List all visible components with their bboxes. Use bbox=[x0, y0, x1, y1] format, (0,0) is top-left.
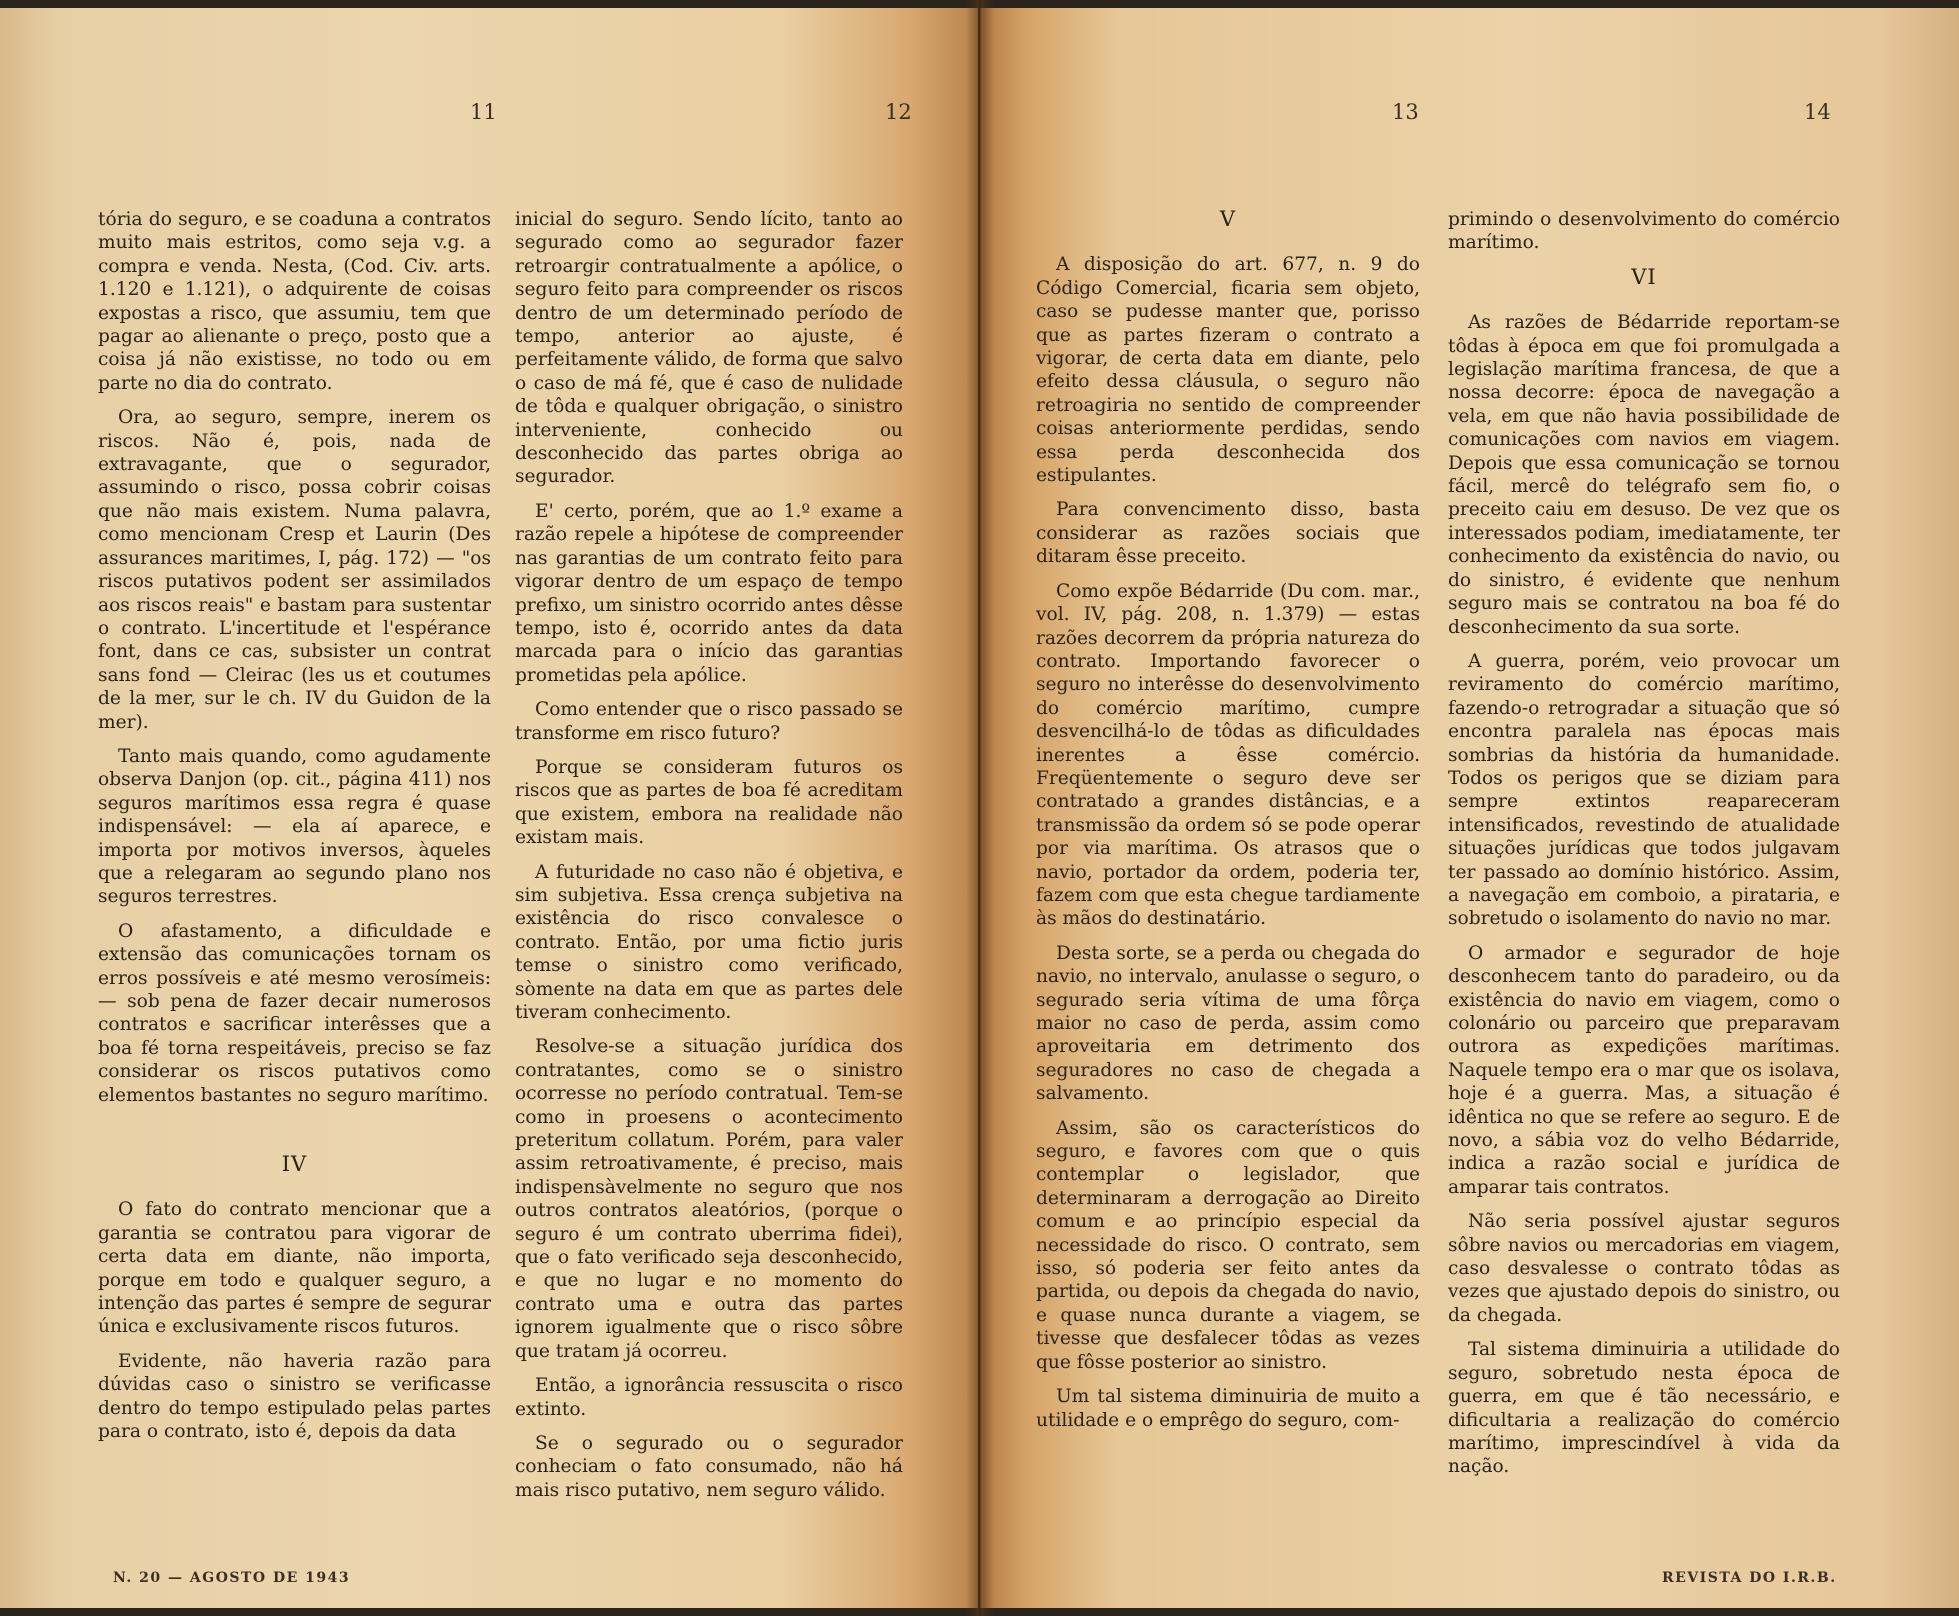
page-number-14: 14 bbox=[1804, 100, 1831, 124]
paragraph: Então, a ignorância ressuscita o risco extinto. bbox=[515, 1375, 903, 1420]
column-page-14 bbox=[1448, 208, 1840, 1490]
footer-issue-date: N. 20 — AGOSTO DE 1943 bbox=[113, 1570, 351, 1586]
paragraph: tória do seguro, e se coaduna a contratos muito mais estritos, como seja v.g. a compra e venda. Nesta, (Cod. Civ. arts. 1.120 e 1.121), o adquirente de coisas expostas a risco, que assumiu, tem que pagar ao alienante o preço, posto que a coisa já não existisse, no todo ou em parte no dia do contrato. bbox=[98, 209, 491, 394]
page-14-body bbox=[1448, 208, 1840, 255]
page-number-12: 12 bbox=[885, 100, 912, 124]
column-page-11 bbox=[98, 208, 491, 1455]
column-page-13 bbox=[1036, 208, 1420, 1443]
paragraph: Não seria possível ajustar seguros sôbre navios ou mercadorias em viagem, caso desvalesse o contrato tôdas as vezes que ajustado depois do sinistro, ou da chegada. bbox=[1448, 1211, 1840, 1326]
paragraph: Resolve-se a situação jurídica dos contratantes, como se o sinistro ocorresse no período contratual. Tem-se como in proesens o acontecimento preteritum collatum. Porém, para valer assim retroativamente, é preciso, mais indispensàvelmente no seguro que nos outros contratos aleatórios, (porque o seguro é um contrato uberrima fidei), que o fato verificado seja desconhecido, e que no lugar e no momento do contrato uma e outra das partes ignorem igualmente que o risco sôbre que tratam já ocorreu. bbox=[515, 1036, 903, 1362]
paragraph: A disposição do art. 677, n. 9 do Código Comercial, ficaria sem objeto, caso se pudesse manter que, porisso que as partes fizeram o contrato a vigorar, de certa data em diante, pelo efeito dessa cláusula, o seguro não retroagiria no sentido de compreender coisas anteriormente perdidas, sendo essa perda desconhecida dos estipulantes. bbox=[1036, 254, 1420, 487]
left-page bbox=[0, 8, 978, 1608]
paragraph: Para convencimento disso, basta considerar as razões sociais que ditaram êsse preceito. bbox=[1036, 499, 1420, 568]
paragraph: O afastamento, a dificuldade e extensão das comunicações tornam os erros possíveis e até mesmo verosímeis: — sob pena de fazer decair numerosos contratos e sacrificar interêsses que a boa fé torna respeitáveis, preciso se faz considerar os riscos putativos como elementos bastantes no seguro marítimo. bbox=[98, 920, 491, 1106]
paragraph: Evidente, não haveria razão para dúvidas caso o sinistro se verificasse dentro do tempo estipulado pelas partes para o contrato, isto é, depois da data bbox=[98, 1350, 491, 1443]
section-heading-vi: VI bbox=[1631, 264, 1657, 289]
page-number-11: 11 bbox=[470, 100, 497, 124]
page-11-body-continued bbox=[98, 1198, 491, 1443]
footer-journal-title: REVISTA DO I.R.B. bbox=[1662, 1570, 1837, 1586]
section-heading-iv: IV bbox=[281, 1152, 308, 1177]
paragraph: Tal sistema diminuiria a utilidade do seguro, sobretudo nesta época de guerra, em que é tão necessário, e dificultaria a realização do comércio marítimo, imprescindível à vida da nação. bbox=[1448, 1339, 1840, 1478]
paragraph: As razões de Bédarride reportam-se tôdas à época em que foi promulgada a legislação marítima francesa, de que a nossa decorre: época de navegação a vela, em que não havia possibilidade de comunicações com navios em viagem. Depois que essa comunicação se tornou fácil, mercê do telégrafo sem fio, o preceito caiu em desuso. De vez que os interessados podiam, imediatamente, ter conhecimento da existência do navio, ou do sinistro, é evidente que nenhum seguro mais se contratou na boa fé do desconhecimento da sua sorte. bbox=[1448, 312, 1840, 638]
page-12-body bbox=[515, 208, 903, 1502]
paragraph: Ora, ao seguro, sempre, inerem os riscos. Não é, pois, nada de extravagante, que o segurador, assumindo o risco, possa cobrir coisas que não mais existem. Numa palavra, como mencionam Cresp et Laurin (Des assurances maritimes, I, pág. 172) — "os riscos putativos podent ser assimilados aos riscos reais" e bastam para sustentar o contrato. L'incertitude et l'espérance font, dans ce cas, subsister un contrat sans fond — Cleirac (les us et coutumes de la mer, sur le ch. IV du Guidon de la mer). bbox=[98, 407, 491, 733]
paragraph: Como expõe Bédarride (Du com. mar., vol. IV, pág. 208, n. 1.379) — estas razões decorrem da própria natureza do contrato. Importando favorecer o seguro no interêsse do desenvolvimento do comércio marítimo, cumpre desvencilhá-lo de tôdas as dificuldades inerentes a êsse comércio. Freqüentemente o seguro deve ser contratado a grandes distâncias, e a transmissão da ordem só se pode operar por via marítima. Os atrasos que o navio, portador da ordem, poderia ter, fazem com que esta chegue tardiamente às mãos do destinatário. bbox=[1036, 580, 1420, 930]
paragraph: Um tal sistema diminuiria de muito a utilidade e o emprêgo do seguro, com- bbox=[1036, 1386, 1420, 1431]
paragraph: inicial do seguro. Sendo lícito, tanto ao segurado como ao segurador fazer retroargir contratualmente a apólice, o seguro feito para compreender os riscos dentro de um determinado período de tempo, anterior ao ajuste, é perfeitamente válido, de forma que salvo o caso de má fé, que é caso de nulidade de tôda e qualquer obrigação, o sinistro interveniente, conhecido ou desconhecido das partes obriga ao segurador. bbox=[515, 209, 903, 488]
paragraph: Porque se consideram futuros os riscos que as partes de boa fé acreditam que existem, embora na realidade não existam mais. bbox=[515, 756, 903, 849]
paragraph: A guerra, porém, veio provocar um reviramento do comércio marítimo, fazendo-o retrogradar a situação que só encontra paralela nas épocas mais sombrias da história da humanidade. Todos os perigos que se diziam para sempre extintos reapareceram intensificados, revestindo de atualidade situações jurídicas que todos julgavam ter passado ao domínio histórico. Assim, a navegação em comboio, a pirataria, e sobretudo o isolamento do navio no mar. bbox=[1448, 650, 1840, 930]
paragraph: O fato do contrato mencionar que a garantia se contratou para vigorar de certa data em diante, não importa, porque em todo e qualquer seguro, a intenção das partes é sempre de segurar única e exclusivamente riscos futuros. bbox=[98, 1199, 491, 1338]
page-11-body bbox=[98, 208, 491, 1107]
page-14-body-continued bbox=[1448, 311, 1840, 1479]
page-number-13: 13 bbox=[1392, 100, 1419, 124]
paragraph: primindo o desenvolvimento do comércio marítimo. bbox=[1448, 209, 1840, 254]
paragraph: Se o segurado ou o segurador conheciam o fato consumado, não há mais risco putativo, nem seguro válido. bbox=[515, 1432, 903, 1501]
column-page-12 bbox=[515, 208, 903, 1513]
paragraph: Tanto mais quando, como agudamente observa Danjon (op. cit., página 411) nos seguros marítimos essa regra é quase indispensável: — ela aí aparece, e importa por motivos inversos, àqueles que a relegaram ao segundo plano nos seguros terrestres. bbox=[98, 745, 491, 908]
paragraph: E' certo, porém, que ao 1.º exame a razão repele a hipótese de compreender nas garantias de um contrato feito para vigorar dentro de um espaço de tempo prefixo, um sinistro ocorrido antes dêsse tempo, isto é, ocorrido antes da data marcada para o início das garantias prometidas pela apólice. bbox=[515, 500, 903, 686]
section-heading-v: V bbox=[1219, 207, 1237, 231]
page-13-body bbox=[1036, 253, 1420, 1432]
paragraph: Assim, são os característicos do seguro, e favores com que o quis contemplar o legislador, que determinaram a derrogação ao Direito comum e ao princípio especial da necessidade do risco. O contrato, sem isso, só poderia ser feito antes da partida, ou depois da chegada do navio, e quase nunca durante a viagem, se tivesse que desfalecer tôdas as vezes que fôsse posterior ao sinistro. bbox=[1036, 1117, 1420, 1373]
paragraph: Desta sorte, se a perda ou chegada do navio, no intervalo, anulasse o seguro, o segurado seria vítima de uma fôrça maior no caso de perda, assim como aproveitaria em detrimento dos seguradores no caso de chegada a salvamento. bbox=[1036, 942, 1420, 1105]
paragraph: A futuridade no caso não é objetiva, e sim subjetiva. Essa crença subjetiva na existência do risco convalesce o contrato. Então, por uma fictio juris temse o sinistro como verificado, sòmente na data em que as partes dele tiveram conhecimento. bbox=[515, 861, 903, 1023]
right-page bbox=[980, 8, 1959, 1608]
book-gutter bbox=[966, 0, 994, 1616]
paragraph: Como entender que o risco passado se transforme em risco futuro? bbox=[515, 699, 903, 744]
paragraph: O armador e segurador de hoje desconhecem tanto do paradeiro, ou da existência do navio em viagem, como o colonário ou parceiro que preparavam outrora as expedições marítimas. Naquele tempo era o mar que os isolava, hoje é a guerra. Mas, a situação é idêntica no que se refere ao seguro. E de novo, a sábia voz do velho Bédarride, indica a razão social e jurídica de amparar tais contratos. bbox=[1448, 942, 1840, 1198]
